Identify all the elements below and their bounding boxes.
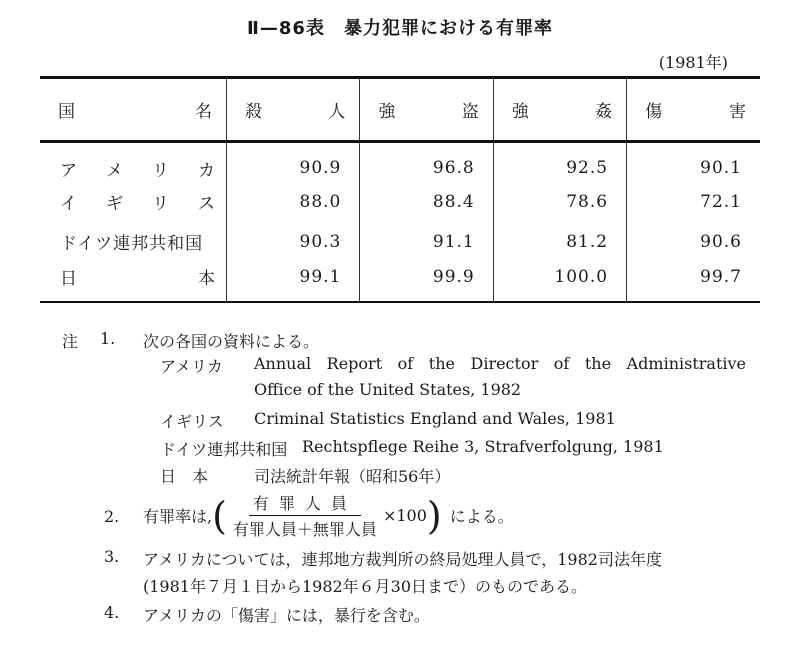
- header-char: 盗: [461, 102, 479, 122]
- value-cell: 99.7: [627, 262, 760, 302]
- fraction-numerator: 有罪人員: [249, 491, 361, 516]
- note-2-suffix: による。: [449, 507, 514, 526]
- source-country-us: アメリカ: [160, 357, 223, 376]
- country-char: ス: [198, 194, 216, 214]
- note-3-line2: (1981年７月１日から1982年６月30日まで）のものである。: [143, 577, 588, 596]
- country-char: リ: [152, 160, 170, 181]
- value-cell: 72.1: [627, 182, 760, 222]
- source-jp-text: 司法統計年報（昭和56年）: [254, 467, 451, 486]
- source-country-jp: 日 本: [160, 467, 209, 486]
- country-char: カ: [198, 160, 216, 181]
- fraction-denominator: 有罪人員＋無罪人員: [232, 520, 377, 539]
- value-cell: 96.8: [360, 142, 493, 182]
- note-number: 3.: [104, 547, 120, 566]
- country-char: リ: [152, 194, 170, 214]
- header-char: 人: [328, 102, 346, 122]
- source-country-uk: イギリス: [160, 412, 224, 431]
- country-char: ア: [60, 160, 78, 181]
- fraction: [229, 491, 381, 540]
- value-cell: 90.1: [627, 142, 760, 182]
- notes-label: 注: [62, 332, 79, 351]
- multiplier: ×100: [382, 506, 427, 525]
- value-cell: 99.9: [360, 262, 493, 302]
- right-paren: ): [426, 493, 442, 538]
- country-char: メ: [106, 160, 124, 181]
- year-note: (1981年): [658, 53, 728, 72]
- header-country-char: 国: [58, 102, 75, 122]
- value-cell: 92.5: [493, 142, 626, 182]
- value-cell: 91.1: [360, 222, 493, 262]
- country-char: 本: [198, 268, 217, 289]
- table-title: Ⅱ—86表 暴力犯罪における有罪率: [247, 18, 553, 39]
- country-char: ギ: [106, 194, 124, 214]
- value-cell: 90.6: [627, 222, 760, 262]
- note-3-line1: アメリカについては，連邦地方裁判所の終局処理人員で，1982司法年度: [143, 550, 662, 569]
- note-number: 1.: [100, 329, 116, 348]
- note-4-text: アメリカの「傷害」には，暴行を含む。: [143, 606, 430, 625]
- header-char: 強: [378, 102, 396, 122]
- source-de-text: Rechtspflege Reihe 3, Strafverfolgung, 1981: [302, 437, 664, 456]
- header-char: 害: [729, 102, 746, 122]
- value-cell: 99.1: [227, 262, 360, 302]
- country-char: イ: [60, 194, 78, 214]
- source-country-de: ドイツ連邦共和国: [160, 440, 288, 459]
- header-char: 殺: [245, 102, 263, 122]
- header-country-char: 名: [195, 102, 213, 122]
- value-cell: 81.2: [493, 222, 626, 262]
- left-paren: (: [212, 493, 227, 538]
- note-2-formula: [143, 491, 514, 540]
- note-number: 4.: [104, 603, 120, 622]
- source-us-line2: Office of the United States, 1982: [254, 380, 522, 399]
- value-cell: 90.3: [227, 222, 360, 262]
- value-cell: 78.6: [493, 182, 626, 222]
- country-name: ドイツ連邦共和国: [60, 234, 204, 254]
- note-1-text: 次の各国の資料による。: [143, 332, 320, 351]
- country-char: 日: [60, 268, 78, 289]
- source-us-line1: Annual Report of the Director of the Administrative: [254, 354, 746, 373]
- header-char: 強: [511, 102, 529, 122]
- note-2-prefix: 有罪率は,: [143, 507, 213, 526]
- header-char: 傷: [645, 102, 663, 122]
- source-uk-text: Criminal Statistics England and Wales, 1981: [254, 409, 616, 428]
- value-cell: 90.9: [227, 142, 360, 182]
- value-cell: 100.0: [493, 262, 626, 302]
- header-char: 姦: [595, 102, 613, 122]
- value-cell: 88.0: [227, 182, 360, 222]
- note-number: 2.: [104, 507, 120, 526]
- value-cell: 88.4: [360, 182, 493, 222]
